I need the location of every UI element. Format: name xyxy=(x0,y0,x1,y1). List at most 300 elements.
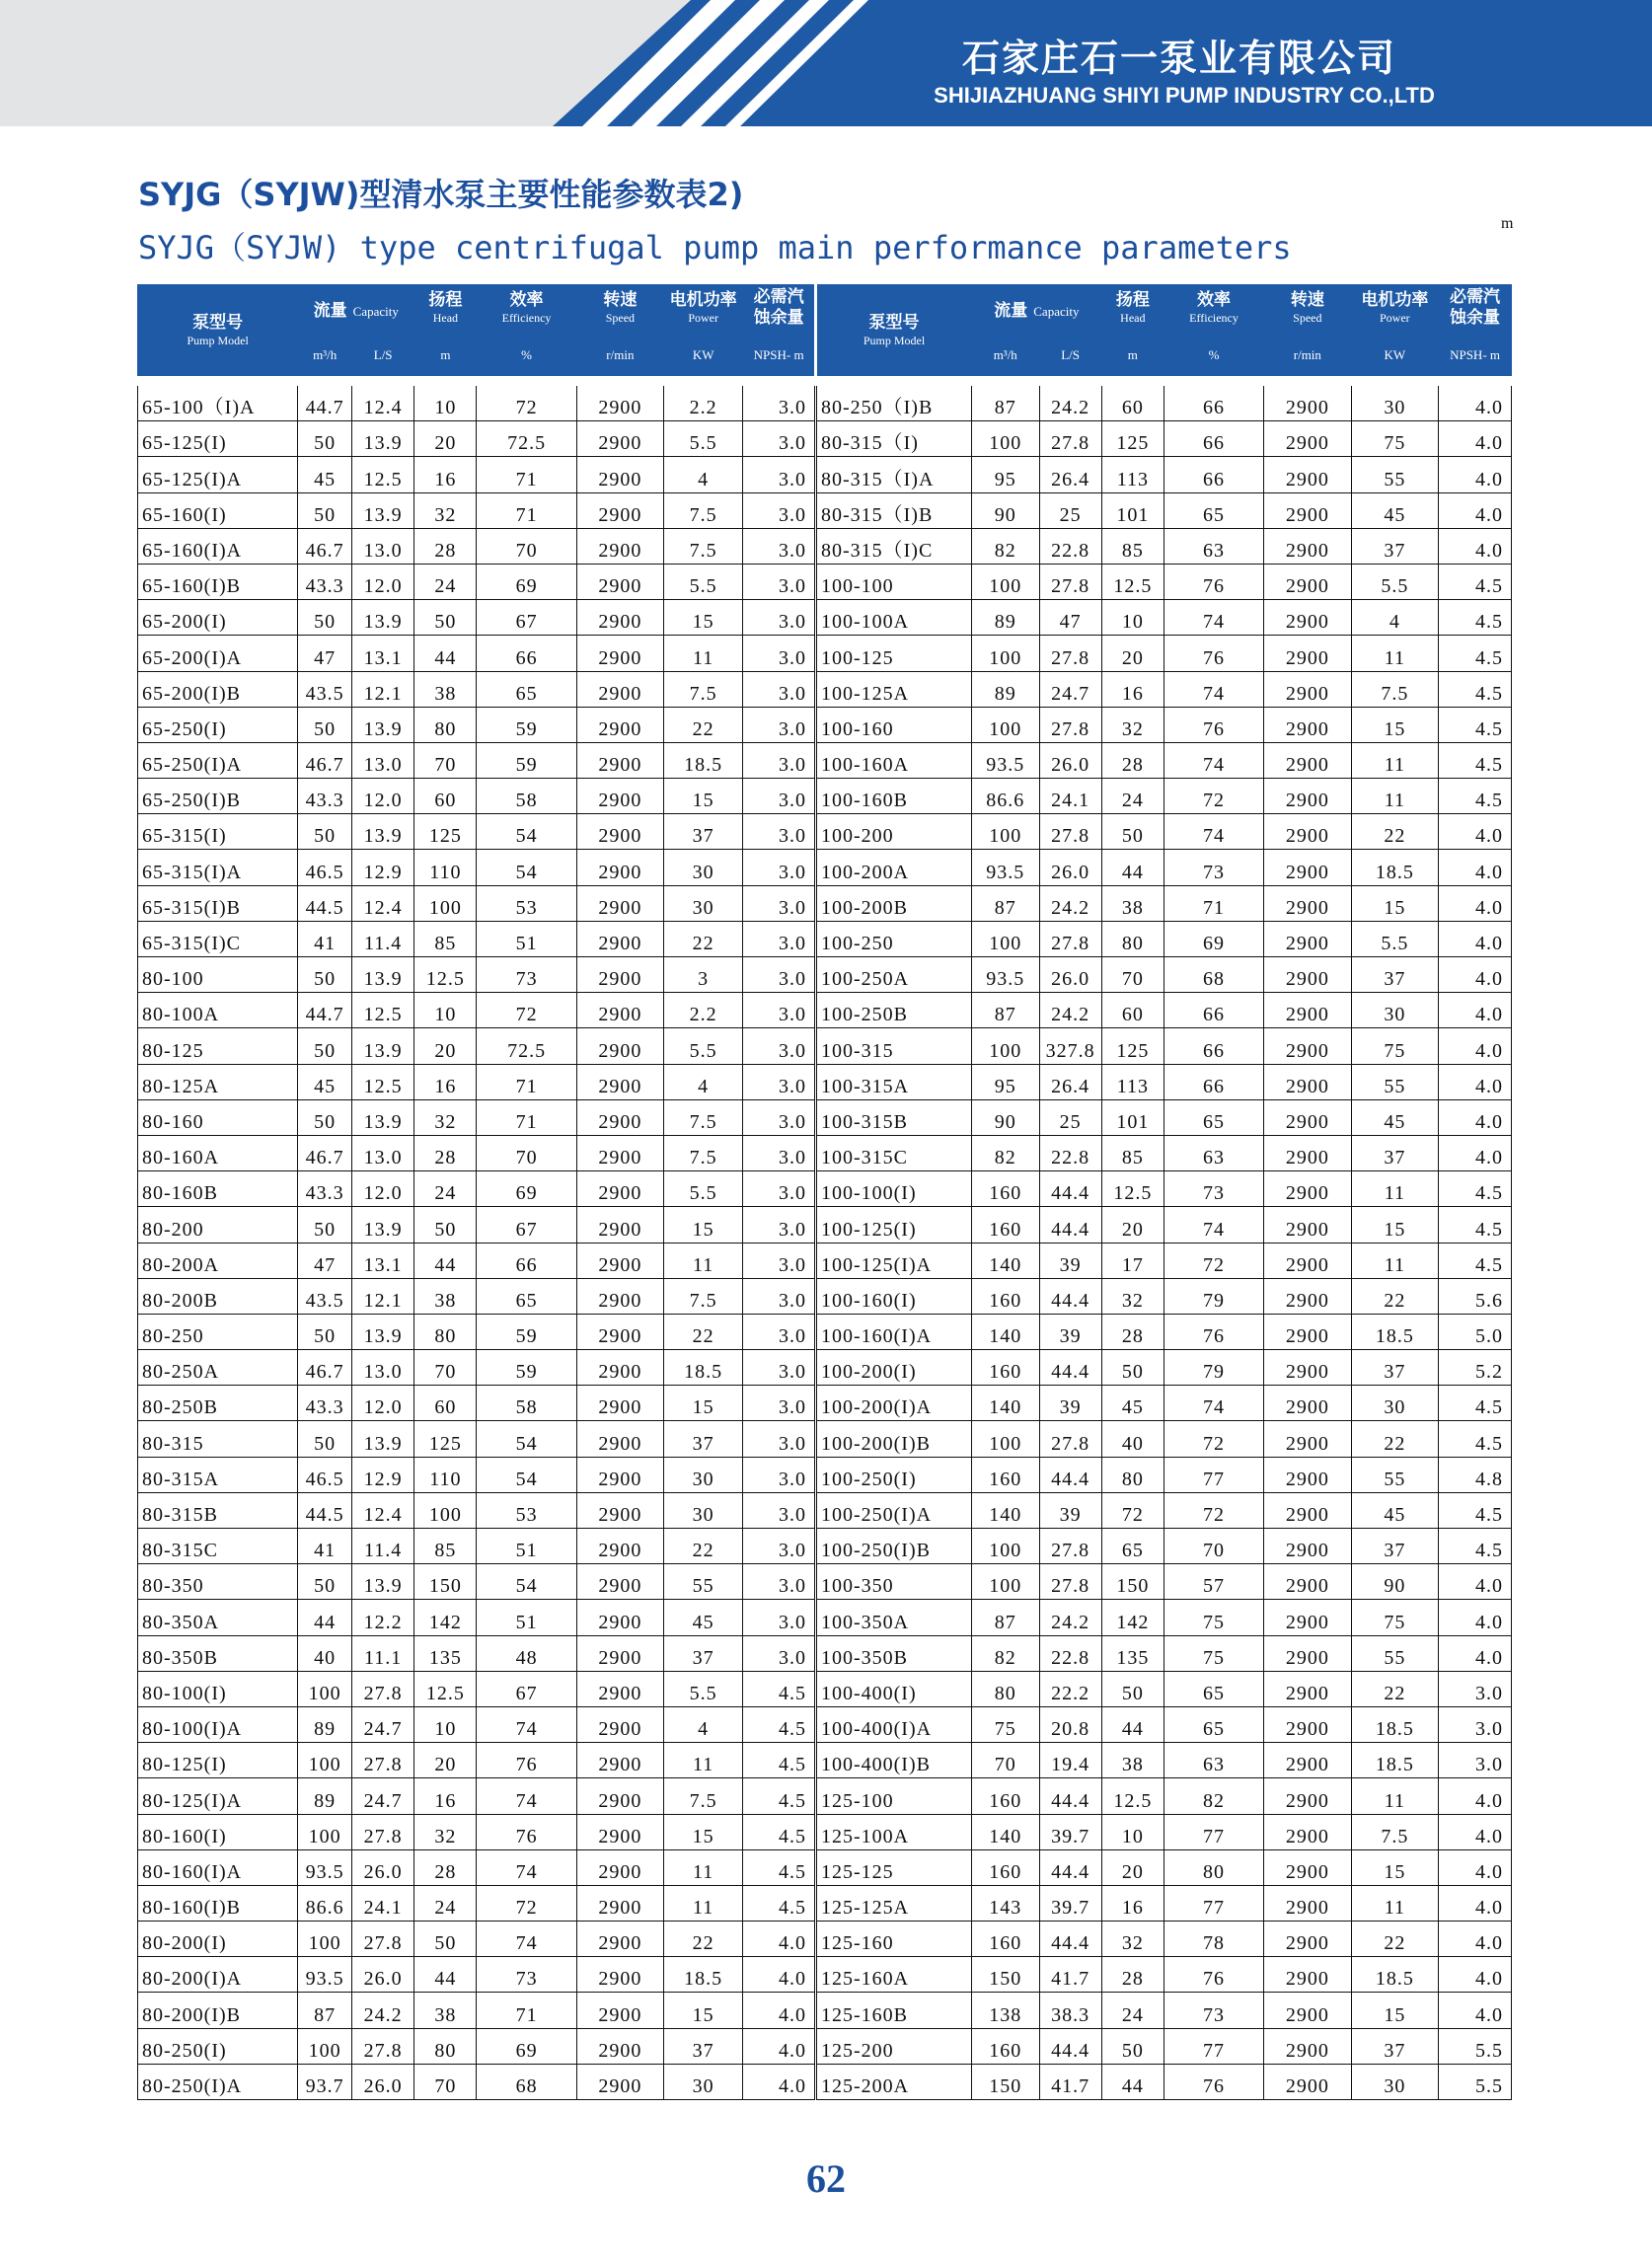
pump-model-cell: 100-350A xyxy=(815,1600,971,1635)
table-cell: 2900 xyxy=(1264,1635,1352,1671)
table-cell: 15 xyxy=(1351,707,1439,742)
table-row xyxy=(138,2064,1512,2099)
pump-model-cell: 125-125 xyxy=(815,1849,971,1885)
table-cell: 38.3 xyxy=(1039,1993,1101,2028)
table-cell: 17 xyxy=(1101,1243,1164,1278)
table-cell: 67 xyxy=(477,1207,576,1243)
table-cell: 113 xyxy=(1101,457,1164,492)
table-cell: 43.3 xyxy=(298,1171,352,1207)
table-cell: 45 xyxy=(1351,1492,1439,1528)
table-cell: 12.5 xyxy=(414,1671,477,1706)
table-cell: 2900 xyxy=(576,1600,664,1635)
table-cell: 85 xyxy=(414,921,477,956)
table-row xyxy=(138,528,1512,564)
table-cell: 75 xyxy=(1164,1600,1263,1635)
pump-model-cell: 100-100(I) xyxy=(815,1171,971,1207)
table-cell: 3.0 xyxy=(743,1386,816,1421)
table-cell: 3.0 xyxy=(743,1457,816,1492)
table-cell: 3.0 xyxy=(743,1600,816,1635)
table-cell: 2900 xyxy=(576,1635,664,1671)
table-cell: 12.9 xyxy=(352,850,414,885)
table-row xyxy=(138,1314,1512,1349)
table-cell: 4.0 xyxy=(743,2028,816,2064)
pump-model-cell: 100-125(I) xyxy=(815,1207,971,1243)
table-cell: 2900 xyxy=(576,492,664,528)
table-cell: 2900 xyxy=(1264,1922,1352,1957)
table-cell: 44.4 xyxy=(1039,1778,1101,1814)
table-cell: 55 xyxy=(1351,1635,1439,1671)
table-cell: 4.0 xyxy=(743,1922,816,1957)
table-cell: 89 xyxy=(972,671,1039,707)
table-cell: 50 xyxy=(298,1314,352,1349)
table-cell: 24.2 xyxy=(352,1993,414,2028)
table-cell: 100 xyxy=(298,1814,352,1849)
table-cell: 72.5 xyxy=(477,1028,576,1064)
table-cell: 22 xyxy=(664,1529,743,1564)
table-cell: 2900 xyxy=(1264,1743,1352,1778)
table-cell: 71 xyxy=(477,1064,576,1099)
table-cell: 60 xyxy=(414,779,477,814)
table-cell: 12.0 xyxy=(352,564,414,599)
pump-model-cell: 100-350 xyxy=(815,1564,971,1600)
pump-model-cell: 125-100A xyxy=(815,1814,971,1849)
table-cell: 4.5 xyxy=(1439,1421,1512,1457)
table-row xyxy=(138,957,1512,993)
table-cell: 59 xyxy=(477,1350,576,1386)
table-cell: 10 xyxy=(414,993,477,1028)
table-cell: 12.5 xyxy=(1101,1778,1164,1814)
table-cell: 2900 xyxy=(1264,1099,1352,1135)
table-cell: 2900 xyxy=(1264,1849,1352,1885)
table-cell: 150 xyxy=(972,2064,1039,2099)
table-cell: 71 xyxy=(477,1993,576,2028)
table-cell: 44.7 xyxy=(298,386,352,421)
pump-model-cell: 80-160(I) xyxy=(138,1814,298,1849)
table-cell: 24 xyxy=(1101,779,1164,814)
table-cell: 3.0 xyxy=(743,885,816,921)
table-cell: 72 xyxy=(1164,1243,1263,1278)
pump-model-cell: 80-250 xyxy=(138,1314,298,1349)
table-cell: 4.0 xyxy=(1439,1957,1512,1993)
table-cell: 3.0 xyxy=(743,1207,816,1243)
table-cell: 2900 xyxy=(576,1386,664,1421)
table-cell: 50 xyxy=(414,1922,477,1957)
table-cell: 160 xyxy=(972,1849,1039,1885)
pump-model-cell: 100-200(I)A xyxy=(815,1386,971,1421)
pump-model-cell: 80-200 xyxy=(138,1207,298,1243)
table-cell: 15 xyxy=(664,1207,743,1243)
table-cell: 65 xyxy=(477,671,576,707)
table-cell: 16 xyxy=(1101,1885,1164,1921)
table-cell: 26.0 xyxy=(352,1957,414,1993)
table-row xyxy=(138,1885,1512,1921)
table-cell: 2900 xyxy=(576,1743,664,1778)
table-cell: 2900 xyxy=(1264,1778,1352,1814)
table-cell: 13.9 xyxy=(352,707,414,742)
table-cell: 30 xyxy=(664,1492,743,1528)
table-row xyxy=(138,1278,1512,1314)
table-cell: 30 xyxy=(664,885,743,921)
table-cell: 100 xyxy=(972,564,1039,599)
table-cell: 7.5 xyxy=(1351,1814,1439,1849)
table-cell: 20 xyxy=(414,421,477,457)
table-cell: 68 xyxy=(1164,957,1263,993)
table-cell: 44 xyxy=(1101,1706,1164,1742)
table-cell: 80 xyxy=(414,2028,477,2064)
table-cell: 38 xyxy=(414,1278,477,1314)
table-row xyxy=(138,421,1512,457)
table-cell: 93.7 xyxy=(298,2064,352,2099)
table-cell: 3.0 xyxy=(743,421,816,457)
pump-model-cell: 65-315(I)A xyxy=(138,850,298,885)
page-number: 62 xyxy=(806,2156,846,2201)
table-cell: 32 xyxy=(1101,1278,1164,1314)
table-cell: 37 xyxy=(664,1635,743,1671)
table-cell: 46.7 xyxy=(298,1350,352,1386)
table-cell: 55 xyxy=(1351,457,1439,492)
table-cell: 4.5 xyxy=(743,1671,816,1706)
table-cell: 70 xyxy=(972,1743,1039,1778)
table-cell: 4.5 xyxy=(1439,779,1512,814)
table-cell: 2900 xyxy=(576,885,664,921)
table-cell: 66 xyxy=(1164,1064,1263,1099)
table-cell: 70 xyxy=(414,2064,477,2099)
table-cell: 11 xyxy=(1351,779,1439,814)
table-cell: 15 xyxy=(664,1814,743,1849)
table-cell: 2900 xyxy=(1264,671,1352,707)
table-cell: 68 xyxy=(477,2064,576,2099)
pump-model-cell: 125-160 xyxy=(815,1922,971,1957)
pump-model-cell: 65-125(I)A xyxy=(138,457,298,492)
table-cell: 18.5 xyxy=(1351,850,1439,885)
table-cell: 69 xyxy=(477,2028,576,2064)
header-head-unit: m xyxy=(414,332,477,376)
table-cell: 54 xyxy=(477,814,576,850)
table-cell: 16 xyxy=(414,1064,477,1099)
table-cell: 39 xyxy=(1039,1386,1101,1421)
table-cell: 3.0 xyxy=(743,636,816,671)
table-cell: 44 xyxy=(414,1243,477,1278)
table-cell: 2900 xyxy=(576,993,664,1028)
table-cell: 48 xyxy=(477,1635,576,1671)
table-cell: 20 xyxy=(1101,636,1164,671)
table-cell: 4.5 xyxy=(1439,1243,1512,1278)
table-cell: 38 xyxy=(414,671,477,707)
table-cell: 7.5 xyxy=(664,1778,743,1814)
table-cell: 50 xyxy=(414,1207,477,1243)
table-cell: 4.0 xyxy=(1439,528,1512,564)
table-cell: 4.0 xyxy=(1439,1778,1512,1814)
table-cell: 11 xyxy=(1351,636,1439,671)
table-cell: 2900 xyxy=(1264,1814,1352,1849)
table-cell: 2900 xyxy=(1264,1957,1352,1993)
table-cell: 22 xyxy=(664,707,743,742)
table-cell: 63 xyxy=(1164,1135,1263,1170)
pump-model-cell: 100-200(I)B xyxy=(815,1421,971,1457)
table-cell: 2900 xyxy=(576,1993,664,2028)
pump-model-cell: 100-160A xyxy=(815,742,971,778)
table-cell: 11 xyxy=(1351,1171,1439,1207)
table-row xyxy=(138,1922,1512,1957)
table-cell: 38 xyxy=(1101,885,1164,921)
table-cell: 50 xyxy=(298,492,352,528)
table-cell: 125 xyxy=(414,814,477,850)
pump-model-cell: 80-160B xyxy=(138,1171,298,1207)
table-cell: 2900 xyxy=(576,2064,664,2099)
table-cell: 50 xyxy=(298,421,352,457)
pump-model-cell: 80-200(I) xyxy=(138,1922,298,1957)
table-cell: 54 xyxy=(477,1421,576,1457)
table-row xyxy=(138,1135,1512,1170)
table-cell: 63 xyxy=(1164,1743,1263,1778)
table-cell: 32 xyxy=(1101,1922,1164,1957)
table-cell: 87 xyxy=(972,885,1039,921)
table-cell: 2900 xyxy=(576,1207,664,1243)
table-row xyxy=(138,885,1512,921)
header-power: 电机功率 Power xyxy=(664,285,743,332)
pump-model-cell: 65-160(I) xyxy=(138,492,298,528)
table-cell: 39 xyxy=(1039,1243,1101,1278)
pump-model-cell: 100-200 xyxy=(815,814,971,850)
table-cell: 75 xyxy=(1351,421,1439,457)
table-cell: 18.5 xyxy=(664,1350,743,1386)
table-cell: 70 xyxy=(1101,957,1164,993)
table-cell: 77 xyxy=(1164,1885,1263,1921)
table-cell: 40 xyxy=(1101,1421,1164,1457)
table-cell: 37 xyxy=(664,814,743,850)
table-cell: 2900 xyxy=(1264,600,1352,636)
table-cell: 3.0 xyxy=(743,1635,816,1671)
table-cell: 44.5 xyxy=(298,1492,352,1528)
header-head-unit-right: m xyxy=(1101,332,1164,376)
table-cell: 15 xyxy=(1351,885,1439,921)
table-cell: 75 xyxy=(1351,1600,1439,1635)
pump-model-cell: 80-250B xyxy=(138,1386,298,1421)
table-row xyxy=(138,564,1512,599)
table-cell: 26.0 xyxy=(352,2064,414,2099)
table-cell: 30 xyxy=(1351,993,1439,1028)
table-cell: 13.9 xyxy=(352,600,414,636)
table-cell: 2900 xyxy=(1264,1386,1352,1421)
table-cell: 80 xyxy=(1101,1457,1164,1492)
table-cell: 4.0 xyxy=(1439,1600,1512,1635)
table-cell: 27.8 xyxy=(1039,1564,1101,1600)
table-cell: 39 xyxy=(1039,1492,1101,1528)
table-cell: 160 xyxy=(972,1207,1039,1243)
pump-model-cell: 80-200(I)A xyxy=(138,1957,298,1993)
table-cell: 4.5 xyxy=(1439,1492,1512,1528)
table-row xyxy=(138,671,1512,707)
pump-model-cell: 100-100A xyxy=(815,600,971,636)
pump-model-cell: 80-315A xyxy=(138,1457,298,1492)
table-cell: 2900 xyxy=(1264,885,1352,921)
table-cell: 2900 xyxy=(1264,1064,1352,1099)
pump-model-cell: 125-125A xyxy=(815,1885,971,1921)
table-cell: 44.4 xyxy=(1039,1849,1101,1885)
pump-model-cell: 100-250 xyxy=(815,921,971,956)
pump-model-cell: 65-200(I)A xyxy=(138,636,298,671)
pump-model-cell: 80-160A xyxy=(138,1135,298,1170)
table-cell: 10 xyxy=(414,386,477,421)
table-cell: 22 xyxy=(1351,1671,1439,1706)
table-cell: 2900 xyxy=(1264,1671,1352,1706)
table-cell: 46.7 xyxy=(298,1135,352,1170)
table-cell: 15 xyxy=(1351,1849,1439,1885)
table-row xyxy=(138,457,1512,492)
table-cell: 27.8 xyxy=(1039,814,1101,850)
table-cell: 7.5 xyxy=(664,1099,743,1135)
table-cell: 100 xyxy=(414,885,477,921)
table-cell: 47 xyxy=(1039,600,1101,636)
table-cell: 20.8 xyxy=(1039,1706,1101,1742)
table-cell: 3.0 xyxy=(743,1028,816,1064)
pump-model-cell: 80-350 xyxy=(138,1564,298,1600)
table-cell: 51 xyxy=(477,1529,576,1564)
table-cell: 22 xyxy=(1351,1922,1439,1957)
header-speed-right: 转速 Speed xyxy=(1264,285,1352,332)
table-cell: 50 xyxy=(298,957,352,993)
table-cell: 59 xyxy=(477,742,576,778)
table-cell: 3.0 xyxy=(743,993,816,1028)
header-efficiency-right: 效率 Efficiency xyxy=(1164,285,1263,332)
pump-model-cell: 80-315（I)A xyxy=(815,457,971,492)
table-cell: 4.5 xyxy=(743,1743,816,1778)
table-cell: 15 xyxy=(664,1993,743,2028)
pump-model-cell: 100-315 xyxy=(815,1028,971,1064)
table-cell: 77 xyxy=(1164,1457,1263,1492)
table-cell: 4.0 xyxy=(1439,1993,1512,2028)
table-cell: 28 xyxy=(414,1135,477,1170)
table-cell: 5.6 xyxy=(1439,1278,1512,1314)
table-cell: 37 xyxy=(664,1421,743,1457)
pump-model-cell: 125-200 xyxy=(815,2028,971,2064)
table-cell: 2900 xyxy=(1264,1028,1352,1064)
table-cell: 73 xyxy=(477,1957,576,1993)
table-cell: 66 xyxy=(1164,993,1263,1028)
table-cell: 3.0 xyxy=(743,814,816,850)
table-cell: 22 xyxy=(1351,1421,1439,1457)
pump-model-cell: 100-350B xyxy=(815,1635,971,1671)
table-cell: 100 xyxy=(298,1743,352,1778)
table-cell: 50 xyxy=(414,600,477,636)
table-cell: 65 xyxy=(1164,1099,1263,1135)
table-cell: 2900 xyxy=(1264,814,1352,850)
table-cell: 101 xyxy=(1101,492,1164,528)
table-cell: 59 xyxy=(477,707,576,742)
table-cell: 3.0 xyxy=(743,457,816,492)
table-cell: 60 xyxy=(1101,993,1164,1028)
table-cell: 65 xyxy=(1164,1671,1263,1706)
pump-model-cell: 80-100A xyxy=(138,993,298,1028)
table-cell: 76 xyxy=(1164,564,1263,599)
table-cell: 43.3 xyxy=(298,779,352,814)
table-row xyxy=(138,1849,1512,1885)
table-cell: 2900 xyxy=(576,1957,664,1993)
table-cell: 4.0 xyxy=(1439,1028,1512,1064)
table-cell: 13.9 xyxy=(352,1314,414,1349)
pump-model-cell: 80-125A xyxy=(138,1064,298,1099)
table-cell: 140 xyxy=(972,1814,1039,1849)
table-cell: 140 xyxy=(972,1314,1039,1349)
pump-model-cell: 100-250(I) xyxy=(815,1457,971,1492)
table-cell: 45 xyxy=(1101,1386,1164,1421)
table-cell: 4 xyxy=(1351,600,1439,636)
pump-model-cell: 125-160B xyxy=(815,1993,971,2028)
table-cell: 3.0 xyxy=(743,1314,816,1349)
table-cell: 73 xyxy=(477,957,576,993)
title-cn-text: 型清水泵主要性能参数表 xyxy=(359,176,708,213)
table-row xyxy=(138,600,1512,636)
table-cell: 27.8 xyxy=(352,1671,414,1706)
table-cell: 2900 xyxy=(1264,1350,1352,1386)
table-cell: 44.4 xyxy=(1039,2028,1101,2064)
table-cell: 160 xyxy=(972,1171,1039,1207)
table-cell: 4.0 xyxy=(1439,921,1512,956)
table-cell: 26.0 xyxy=(1039,957,1101,993)
table-cell: 30 xyxy=(664,1457,743,1492)
table-cell: 47 xyxy=(298,636,352,671)
page-title-en: SYJG（SYJW) type centrifugal pump main performance parameters xyxy=(138,229,1292,266)
table-cell: 12.5 xyxy=(1101,1171,1164,1207)
table-cell: 12.0 xyxy=(352,1386,414,1421)
table-cell: 39.7 xyxy=(1039,1885,1101,1921)
table-cell: 4.0 xyxy=(1439,814,1512,850)
table-cell: 44.7 xyxy=(298,993,352,1028)
table-cell: 100 xyxy=(972,814,1039,850)
pump-model-cell: 80-200(I)B xyxy=(138,1993,298,2028)
table-cell: 76 xyxy=(1164,636,1263,671)
table-cell: 4.5 xyxy=(1439,564,1512,599)
pump-model-cell: 80-315（I) xyxy=(815,421,971,457)
table-cell: 4.5 xyxy=(1439,742,1512,778)
table-cell: 24.1 xyxy=(352,1885,414,1921)
table-cell: 70 xyxy=(1164,1529,1263,1564)
table-cell: 100 xyxy=(298,2028,352,2064)
table-cell: 45 xyxy=(664,1600,743,1635)
table-row xyxy=(138,1778,1512,1814)
table-cell: 87 xyxy=(298,1993,352,2028)
header-power-right: 电机功率 Power xyxy=(1351,285,1439,332)
table-cell: 2900 xyxy=(576,564,664,599)
table-cell: 39 xyxy=(1039,1314,1101,1349)
table-cell: 11 xyxy=(664,1849,743,1885)
table-cell: 2.2 xyxy=(664,993,743,1028)
table-cell: 2900 xyxy=(1264,636,1352,671)
pump-model-cell: 80-100(I) xyxy=(138,1671,298,1706)
table-cell: 25 xyxy=(1039,492,1101,528)
table-cell: 60 xyxy=(414,1386,477,1421)
pump-model-cell: 100-160(I)A xyxy=(815,1314,971,1349)
table-cell: 80 xyxy=(1101,921,1164,956)
table-cell: 90 xyxy=(972,1099,1039,1135)
table-cell: 3.0 xyxy=(1439,1706,1512,1742)
table-cell: 44.4 xyxy=(1039,1457,1101,1492)
table-cell: 2900 xyxy=(1264,850,1352,885)
table-cell: 37 xyxy=(1351,1135,1439,1170)
table-cell: 3.0 xyxy=(743,850,816,885)
table-cell: 74 xyxy=(477,1922,576,1957)
table-cell: 27.8 xyxy=(1039,636,1101,671)
table-cell: 125 xyxy=(1101,421,1164,457)
table-cell: 125 xyxy=(414,1421,477,1457)
table-cell: 2900 xyxy=(576,779,664,814)
table-cell: 2900 xyxy=(1264,457,1352,492)
table-cell: 3.0 xyxy=(1439,1671,1512,1706)
table-cell: 3.0 xyxy=(743,1492,816,1528)
table-cell: 13.9 xyxy=(352,814,414,850)
table-cell: 22 xyxy=(664,1314,743,1349)
table-cell: 27.8 xyxy=(1039,564,1101,599)
